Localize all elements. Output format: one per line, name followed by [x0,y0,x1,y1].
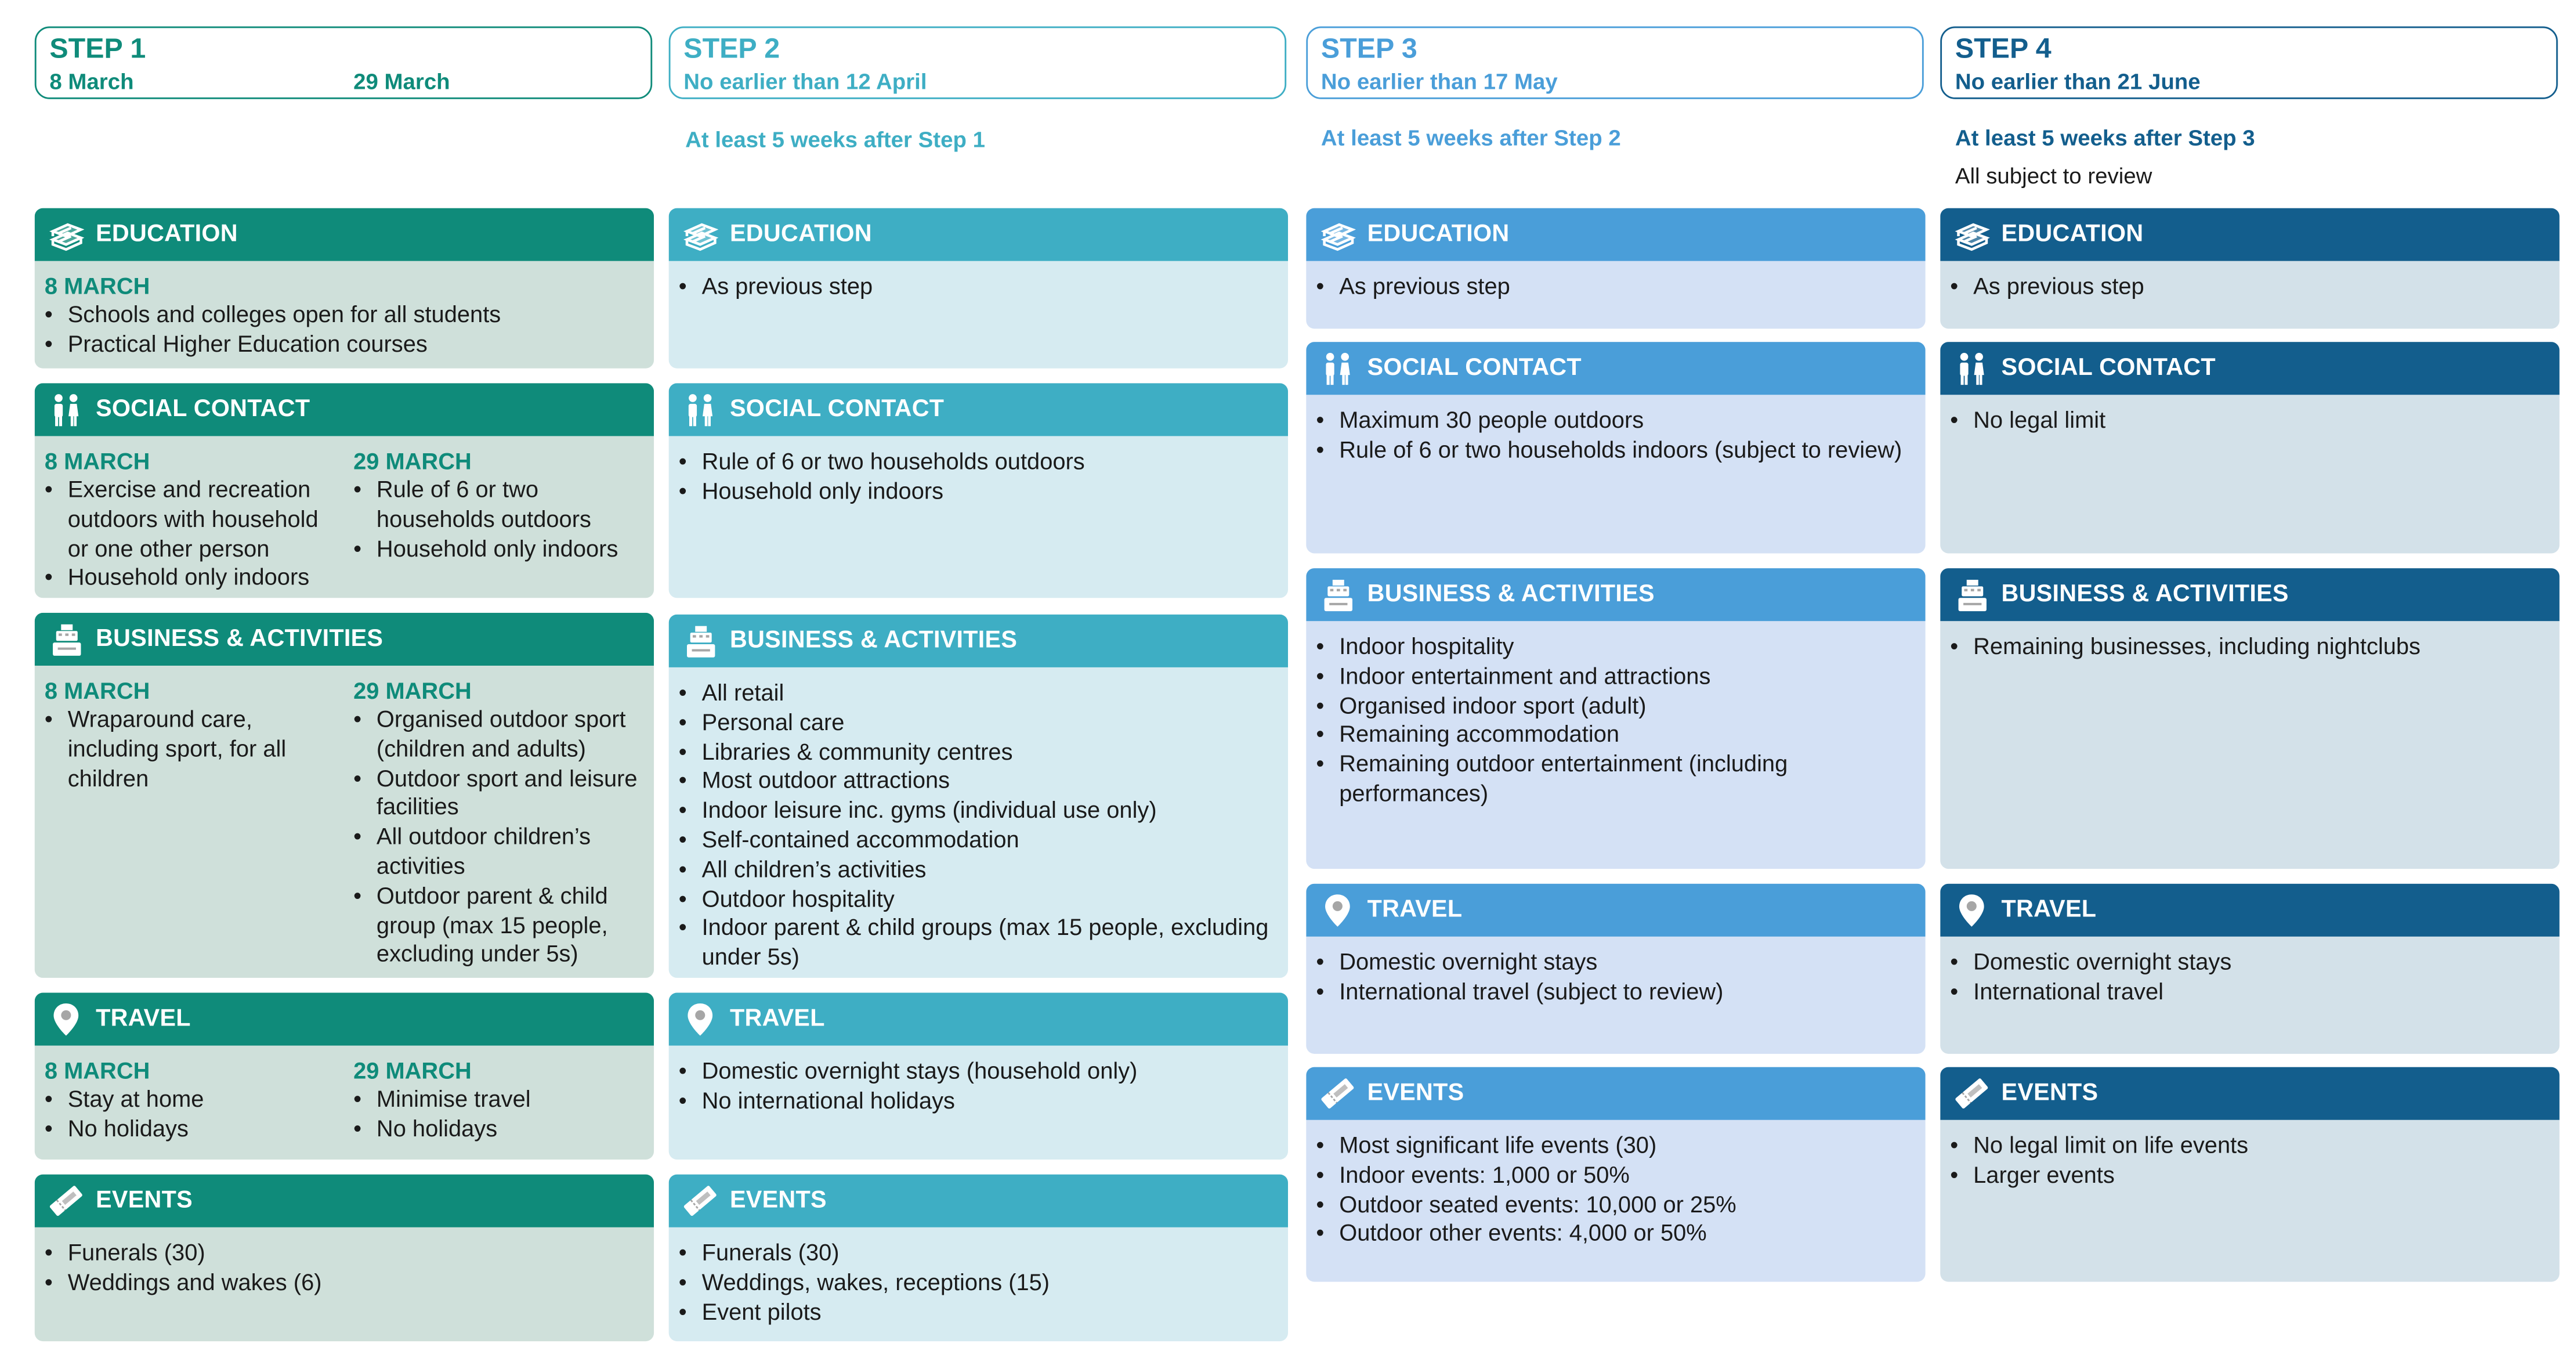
section-header-bar [1306,342,1925,395]
list-item: • Organised outdoor sport (children and adults) [353,705,650,764]
step-header-1 [35,27,652,99]
list-item: • Outdoor sport and leisure facilities [353,764,650,823]
card-events [1940,1067,2559,1282]
section-header-bar [35,613,654,666]
section-title: TRAVEL [96,1006,191,1032]
bullet-list [1950,406,2545,436]
section-header-bar [35,1175,654,1227]
list-item: • Exercise and recreation outdoors with household or one other person [45,476,342,564]
people-icon [1953,350,1990,387]
list-item: • Most significant life events (30) [1316,1132,1911,1161]
date-heading: 29 MARCH [353,1057,472,1084]
list-item: • Maximum 30 people outdoors [1316,406,1911,436]
date-column [45,1239,639,1298]
section-title: BUSINESS & ACTIVITIES [96,626,383,653]
card-events [35,1175,654,1341]
bullet-list [679,679,1273,973]
date-heading: 8 MARCH [44,447,150,474]
cash-register-icon [1319,576,1356,613]
books-icon [1319,216,1356,253]
list-item: • As previous step [1316,273,1911,302]
card-events [1306,1067,1925,1282]
list-item: • Indoor events: 1,000 or 50% [1316,1161,1911,1190]
date-column [45,1056,342,1144]
bullet-list [353,476,650,564]
location-pin-icon [682,1001,718,1038]
card-business-activities [1306,568,1925,869]
section-header-bar [35,383,654,436]
step-timing-note: At least 5 weeks after Step 3 [1955,125,2255,150]
list-item: • No legal limit on life events [1950,1132,2545,1161]
list-item: • Wraparound care, including sport, for all children [45,705,342,793]
list-item: • As previous step [1950,273,2545,302]
ticket-icon [48,1183,85,1219]
card-social-contact [1940,342,2559,553]
section-title: BUSINESS & ACTIVITIES [2001,581,2289,608]
bullet-list [679,273,1273,302]
card-travel [1940,884,2559,1054]
cash-register-icon [1953,576,1990,613]
section-header-bar [1306,208,1925,261]
date-column [45,446,342,593]
list-item: • Indoor entertainment and attractions [1316,662,1911,692]
section-title: TRAVEL [2001,897,2097,923]
list-item: • Funerals (30) [679,1239,1273,1269]
step-header-4 [1940,27,2557,99]
section-title: EVENTS [96,1187,193,1214]
section-title: SOCIAL CONTACT [1367,355,1582,382]
list-item: • All children’s activities [679,855,1273,885]
list-item: • International travel [1950,977,2545,1007]
ticket-icon [1953,1075,1990,1112]
list-item: • No holidays [353,1115,650,1144]
location-pin-icon [48,1001,85,1038]
step-date: No earlier than 21 June [1955,69,2201,95]
card-events [669,1175,1288,1341]
bullet-list [1950,633,2545,662]
card-travel [1306,884,1925,1054]
list-item: • Event pilots [679,1298,1273,1327]
bullet-list [1316,406,1911,465]
list-item: • Domestic overnight stays [1316,948,1911,978]
people-icon [682,392,718,428]
list-item: • Outdoor parent & child group (max 15 people, excluding under 5s) [353,882,650,970]
card-education [35,208,654,369]
list-item: • Personal care [679,708,1273,738]
section-header-bar [1940,342,2559,395]
people-icon [1319,350,1356,387]
bullet-list [679,1057,1273,1116]
cash-register-icon [682,623,718,659]
card-social-contact [1306,342,1925,553]
step-header-2 [669,27,1286,99]
date-heading: 8 MARCH [44,272,150,299]
date-column [45,676,342,793]
list-item: • Weddings and wakes (6) [45,1268,639,1298]
list-item: • Most outdoor attractions [679,767,1273,797]
list-item: • All retail [679,679,1273,709]
list-item: • Household only indoors [679,477,1273,507]
section-title: EDUCATION [729,221,872,248]
list-item: • No international holidays [679,1086,1273,1116]
date-column [1316,406,1911,465]
section-title: EVENTS [1367,1080,1464,1107]
step-title: STEP 2 [683,32,780,64]
section-title: TRAVEL [729,1006,825,1032]
books-icon [48,216,85,253]
step-timing-note: At least 5 weeks after Step 2 [1320,125,1621,150]
section-header-bar [669,383,1288,436]
date-column [1950,1132,2545,1190]
section-header-bar [1306,884,1925,937]
ticket-icon [1319,1075,1356,1112]
review-note: All subject to review [1955,163,2152,189]
list-item: • Schools and colleges open for all students [45,301,639,330]
list-item: • Household only indoors [45,564,342,594]
cash-register-icon [48,621,85,658]
list-item: • Outdoor hospitality [679,884,1273,914]
date-column [353,1056,650,1144]
card-business-activities [1940,568,2559,869]
bullet-list [679,1239,1273,1327]
section-header-bar [1940,568,2559,621]
card-education [1940,208,2559,329]
date-heading: 8 MARCH [44,677,150,704]
location-pin-icon [1953,892,1990,929]
list-item: • Indoor parent & child groups (max 15 people, excluding under 5s) [679,914,1273,973]
books-icon [682,216,718,253]
list-item: • Stay at home [45,1085,342,1115]
date-column [1950,273,2545,302]
date-column [45,271,639,360]
section-header-bar [669,993,1288,1046]
section-header-bar [669,1175,1288,1227]
list-item: • Outdoor seated events: 10,000 or 25% [1316,1190,1911,1220]
date-column [1316,948,1911,1007]
card-business-activities [669,615,1288,978]
step-date: No earlier than 17 May [1320,69,1558,95]
list-item: • Minimise travel [353,1085,650,1115]
card-travel [669,993,1288,1160]
date-column [1316,633,1911,809]
date-column [679,273,1273,302]
list-item: • International travel (subject to review) [1316,977,1911,1007]
bullet-list [353,705,650,970]
section-header-bar [1940,208,2559,261]
bullet-list [45,1239,639,1298]
step-date: 8 March [49,69,134,95]
bullet-list [45,1085,342,1144]
date-heading: 8 MARCH [44,1057,150,1084]
list-item: • Larger events [1950,1161,2545,1190]
card-business-activities [35,613,654,978]
date-column [1316,273,1911,302]
list-item: • Rule of 6 or two households outdoors [353,476,650,535]
list-item: • All outdoor children’s activities [353,823,650,882]
section-header-bar [1940,1067,2559,1120]
date-column [679,1239,1273,1327]
bullet-list [1316,1132,1911,1250]
section-header-bar [35,208,654,261]
list-item: • Indoor leisure inc. gyms (individual use only) [679,796,1273,826]
bullet-list [679,447,1273,506]
date-heading: 29 MARCH [353,447,472,474]
section-header-bar [669,615,1288,667]
date-column [679,679,1273,973]
list-item: • Rule of 6 or two households outdoors [679,447,1273,477]
section-title: EDUCATION [1367,221,1510,248]
section-title: SOCIAL CONTACT [2001,355,2216,382]
date-column [679,447,1273,506]
date-column [1950,406,2545,436]
section-title: BUSINESS & ACTIVITIES [1367,581,1655,608]
section-title: EDUCATION [96,221,238,248]
list-item: • Funerals (30) [45,1239,639,1269]
list-item: • Household only indoors [353,535,650,564]
section-title: EVENTS [2001,1080,2099,1107]
books-icon [1953,216,1990,253]
section-title: SOCIAL CONTACT [729,396,945,423]
list-item: • Domestic overnight stays [1950,948,2545,978]
bullet-list [1950,273,2545,302]
section-header-bar [35,993,654,1046]
bullet-list [45,705,342,793]
bullet-list [1316,948,1911,1007]
section-header-bar [1306,1067,1925,1120]
section-title: EDUCATION [2001,221,2144,248]
section-title: BUSINESS & ACTIVITIES [729,627,1018,655]
section-header-bar [669,208,1288,261]
step-date: 29 March [353,69,450,95]
card-social-contact [669,383,1288,598]
step-title: STEP 3 [1320,32,1417,64]
date-column [353,446,650,564]
list-item: • Rule of 6 or two households indoors (subject to review) [1316,436,1911,465]
date-column [1950,948,2545,1007]
bullet-list [45,476,342,594]
ticket-icon [682,1183,718,1219]
section-header-bar [1306,568,1925,621]
card-education [669,208,1288,369]
date-heading: 29 MARCH [353,677,472,704]
list-item: • No legal limit [1950,406,2545,436]
list-item: • Outdoor other events: 4,000 or 50% [1316,1220,1911,1250]
bullet-list [1950,948,2545,1007]
list-item: • Indoor hospitality [1316,633,1911,662]
list-item: • Remaining businesses, including nightclubs [1950,633,2545,662]
list-item: • Remaining accommodation [1316,721,1911,750]
list-item: • Remaining outdoor entertainment (including performances) [1316,750,1911,809]
section-title: EVENTS [729,1187,827,1214]
bullet-list [1316,633,1911,809]
people-icon [48,392,85,428]
step-title: STEP 4 [1955,32,2052,64]
list-item: • As previous step [679,273,1273,302]
list-item: • Practical Higher Education courses [45,330,639,360]
bullet-list [353,1085,650,1144]
step-date: No earlier than 12 April [683,69,927,95]
step-timing-note: At least 5 weeks after Step 1 [685,127,985,152]
list-item: • No holidays [45,1115,342,1144]
card-education [1306,208,1925,329]
list-item: • Organised indoor sport (adult) [1316,691,1911,721]
section-title: TRAVEL [1367,897,1463,923]
bullet-list [1950,1132,2545,1190]
location-pin-icon [1319,892,1356,929]
section-header-bar [1940,884,2559,937]
date-column [679,1057,1273,1116]
list-item: • Weddings, wakes, receptions (15) [679,1268,1273,1298]
list-item: • Libraries & community centres [679,738,1273,767]
section-title: SOCIAL CONTACT [96,396,310,423]
list-item: • Self-contained accommodation [679,826,1273,855]
card-travel [35,993,654,1160]
date-column [1316,1132,1911,1250]
card-social-contact [35,383,654,598]
bullet-list [1316,273,1911,302]
date-column [1950,633,2545,662]
list-item: • Domestic overnight stays (household only) [679,1057,1273,1087]
step-title: STEP 1 [49,32,146,64]
step-header-3 [1306,27,1923,99]
date-column [353,676,650,970]
bullet-list [45,301,639,359]
